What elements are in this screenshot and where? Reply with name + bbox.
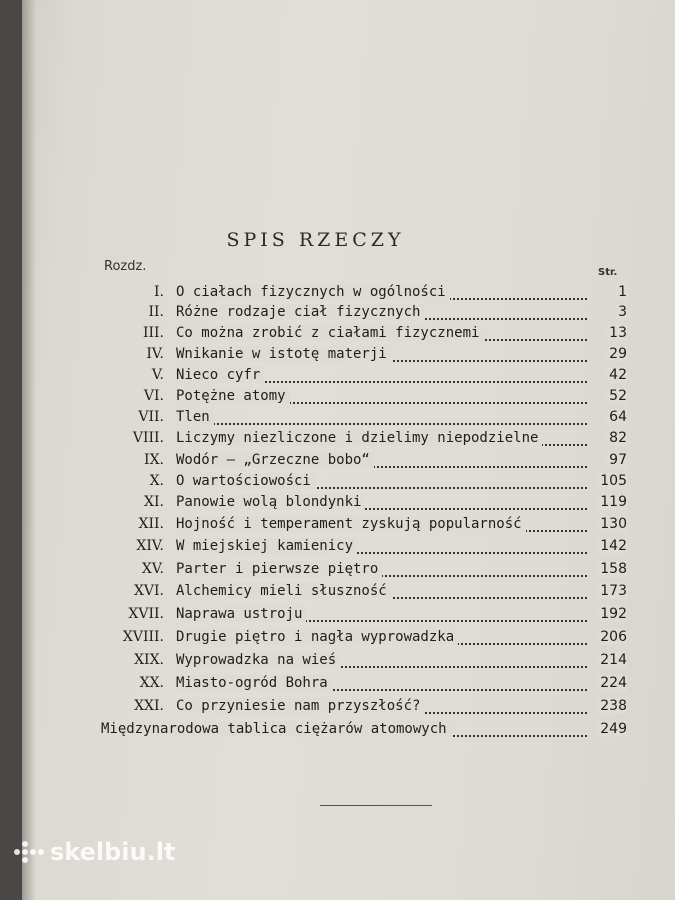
chapter-number: VI. xyxy=(143,388,164,404)
chapter-title: Nieco cyfr xyxy=(176,367,264,383)
chapter-number: XI. xyxy=(144,494,164,510)
page-number: 3 xyxy=(615,304,627,320)
toc-entry xyxy=(92,409,627,431)
page-number: 1 xyxy=(615,284,627,300)
chapter-title: Parter i pierwsze piętro xyxy=(176,561,382,577)
chapter-number: VII. xyxy=(138,409,164,425)
chapter-number: XXI. xyxy=(134,698,164,714)
page-number: 130 xyxy=(597,516,627,532)
toc-entry xyxy=(92,325,627,347)
chapter-title: Naprawa ustroju xyxy=(176,606,306,622)
leader-dots xyxy=(176,411,587,425)
page-number: 142 xyxy=(597,538,627,554)
page-number: 52 xyxy=(606,388,627,404)
page-number: 119 xyxy=(597,494,627,510)
toc-entry xyxy=(92,304,627,326)
chapter-title: Wodór — „Grzeczne bobo“ xyxy=(176,452,374,468)
toc-entry xyxy=(92,473,627,495)
chapter-number: IX. xyxy=(144,452,164,468)
chapter-title: Hojność i temperament zyskują popularność xyxy=(176,516,526,532)
page-number: 173 xyxy=(597,583,627,599)
toc-entry xyxy=(92,388,627,410)
toc-entry xyxy=(92,698,627,720)
page-number: 192 xyxy=(597,606,627,622)
chapter-title: O wartościowości xyxy=(176,473,315,489)
chapter-title: Tlen xyxy=(176,409,214,425)
chapter-title: Panowie wolą blondynki xyxy=(176,494,365,510)
chapter-number: XIX. xyxy=(134,652,164,668)
chapter-number: XII. xyxy=(138,516,164,532)
watermark xyxy=(14,838,175,866)
toc-entry xyxy=(92,675,627,697)
page-number: 249 xyxy=(597,721,627,737)
toc-entry xyxy=(92,494,627,516)
page-number: 206 xyxy=(597,629,627,645)
chapter-number: VIII. xyxy=(132,430,164,446)
watermark-text: skelbiu.lt xyxy=(50,838,176,866)
chapter-number: II. xyxy=(148,304,164,320)
toc-entry xyxy=(92,629,627,651)
toc-entry xyxy=(92,430,627,452)
toc-entry-appendix xyxy=(101,721,627,743)
chapter-title: Różne rodzaje ciał fizycznych xyxy=(176,304,424,320)
chapter-title: W miejskiej kamienicy xyxy=(176,538,357,554)
page-title: SPIS RZECZY xyxy=(226,229,405,251)
chapter-number: XVI. xyxy=(133,583,164,599)
page-column-header: Str. xyxy=(598,267,618,278)
page-shadow xyxy=(22,0,36,900)
chapter-title: Wnikanie w istotę materji xyxy=(176,346,391,362)
chapter-title: Co można zrobić z ciałami fizycznemi xyxy=(176,325,483,341)
appendix-title: Międzynarodowa tablica ciężarów atomowych xyxy=(101,721,451,737)
chapter-title: Co przyniesie nam przyszłość? xyxy=(176,698,424,714)
toc-entry xyxy=(92,561,627,583)
chapter-title: Alchemicy mieli słuszność xyxy=(176,583,391,599)
page-number: 238 xyxy=(597,698,627,714)
chapter-number: XX. xyxy=(139,675,164,691)
chapter-title: Drugie piętro i nagła wyprowadzka xyxy=(176,629,458,645)
chapter-number: I. xyxy=(154,284,164,300)
page-number: 82 xyxy=(606,430,627,446)
toc-entry xyxy=(92,652,627,674)
page-number: 13 xyxy=(606,325,627,341)
page-number: 29 xyxy=(606,346,627,362)
chapter-number: XIV. xyxy=(136,538,164,554)
page-number: 42 xyxy=(606,367,627,383)
toc-entry xyxy=(92,583,627,605)
chapter-column-header: Rozdz. xyxy=(104,259,147,274)
chapter-number: V. xyxy=(151,367,164,383)
chapter-title: O ciałach fizycznych w ogólności xyxy=(176,284,450,300)
page-number: 64 xyxy=(606,409,627,425)
toc-entry xyxy=(92,538,627,560)
page-number: 97 xyxy=(606,452,627,468)
page-number: 214 xyxy=(597,652,627,668)
toc-entry xyxy=(92,516,627,538)
toc-entry xyxy=(92,367,627,389)
toc-entry xyxy=(92,452,627,474)
toc-entry xyxy=(92,284,627,306)
chapter-number: III. xyxy=(142,325,164,341)
page-number: 105 xyxy=(597,473,627,489)
toc-entry xyxy=(92,606,627,628)
chapter-number: XV. xyxy=(141,561,164,577)
chapter-number: IV. xyxy=(146,346,164,362)
chapter-number: XVIII. xyxy=(122,629,164,645)
dots-logo-icon xyxy=(14,841,44,863)
chapter-title: Liczymy niezliczone i dzielimy niepodzielne xyxy=(176,430,542,446)
chapter-number: X. xyxy=(149,473,164,489)
chapter-number: XVII. xyxy=(128,606,164,622)
closing-rule xyxy=(320,805,432,806)
chapter-title: Potężne atomy xyxy=(176,388,290,404)
toc-entry xyxy=(92,346,627,368)
page-number: 224 xyxy=(597,675,627,691)
page-number: 158 xyxy=(597,561,627,577)
chapter-title: Miasto-ogród Bohra xyxy=(176,675,332,691)
chapter-title: Wyprowadzka na wieś xyxy=(176,652,340,668)
